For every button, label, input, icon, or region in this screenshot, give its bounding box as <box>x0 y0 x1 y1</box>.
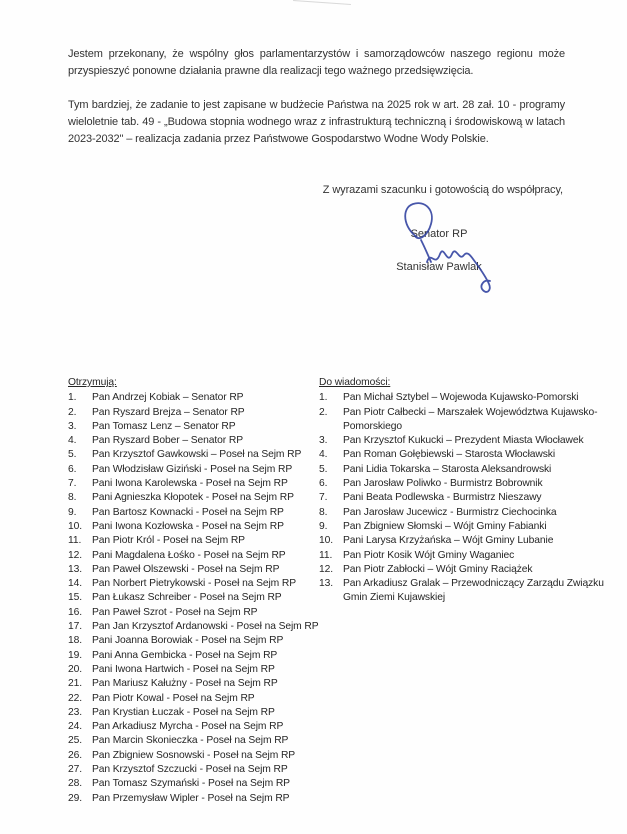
list-item <box>319 491 615 505</box>
item-text: Pan Tomasz Lenz – Senator RP <box>92 420 236 432</box>
item-number: 20. <box>68 663 83 675</box>
list-item <box>68 463 355 477</box>
handwritten-signature-image <box>385 200 535 320</box>
list-item <box>68 434 355 448</box>
list-item <box>319 563 615 577</box>
item-text: Pan Jan Krzysztof Ardanowski - Poseł na Sejm RP <box>92 621 319 633</box>
item-number: 3. <box>68 420 77 432</box>
list-item <box>68 406 355 420</box>
list-item <box>319 577 615 606</box>
item-number: 29. <box>68 792 83 804</box>
list-item <box>68 391 355 405</box>
item-text: Pani Magdalena Łośko - Poseł na Sejm RP <box>92 549 286 561</box>
item-number: 19. <box>68 649 83 661</box>
list-item <box>68 777 355 791</box>
list-item <box>319 434 615 448</box>
list-item <box>68 677 355 691</box>
list-item <box>68 763 355 777</box>
item-number: 27. <box>68 764 83 776</box>
cc-heading: Do wiadomości: <box>319 377 391 388</box>
letter-body <box>68 46 565 148</box>
item-text: Pan Piotr Zabłocki – Wójt Gminy Raciążek <box>343 563 533 575</box>
list-item <box>68 734 355 748</box>
list-item <box>68 491 355 505</box>
item-number: 10. <box>319 535 334 547</box>
item-number: 15. <box>68 592 83 604</box>
item-text: Pani Iwona Karolewska - Poseł na Sejm RP <box>92 478 288 490</box>
item-number: 6. <box>68 463 77 475</box>
list-item <box>319 506 615 520</box>
item-text: Pan Roman Gołębiewski – Starosta Włocławski <box>343 449 556 461</box>
list-item <box>319 477 615 491</box>
list-item <box>68 792 355 806</box>
item-text: Pani Anna Gembicka - Poseł na Sejm RP <box>92 649 278 661</box>
list-item <box>319 549 615 563</box>
item-text: Pan Łukasz Schreiber - Poseł na Sejm RP <box>92 592 282 604</box>
item-number: 28. <box>68 778 83 790</box>
list-item <box>68 706 355 720</box>
item-number: 24. <box>68 721 83 733</box>
item-number: 4. <box>68 435 77 447</box>
list-item <box>68 663 355 677</box>
list-item <box>68 620 355 634</box>
item-number: 12. <box>68 549 83 561</box>
item-text: Pan Przemysław Wipler - Poseł na Sejm RP <box>92 792 290 804</box>
list-item <box>68 606 355 620</box>
recipients-section <box>68 376 355 806</box>
item-number: 7. <box>68 478 77 490</box>
list-item <box>68 720 355 734</box>
list-item <box>319 406 615 435</box>
item-number: 2. <box>319 406 328 418</box>
item-number: 2. <box>68 406 77 418</box>
item-number: 12. <box>319 563 334 575</box>
item-number: 1. <box>68 392 77 404</box>
list-item <box>68 506 355 520</box>
list-item <box>319 520 615 534</box>
item-number: 26. <box>68 749 83 761</box>
item-text: Pan Ryszard Brejza – Senator RP <box>92 406 245 418</box>
item-text: Pan Norbert Pietrykowski - Poseł na Sejm RP <box>92 578 297 590</box>
signature-stroke <box>427 251 490 292</box>
item-text: Pani Lidia Tokarska – Starosta Aleksandrowski <box>343 463 552 475</box>
item-number: 1. <box>319 392 328 404</box>
paragraph-2: Tym bardziej, że zadanie to jest zapisane w budżecie Państwa na 2025 rok w art. 28 zał. 10 - programy wieloletnie tab. 49 - „Budowa stopnia wodnego wraz z infrastrukturą techniczną i środowiskową w latach 2023-2032" – realizacja zadania przez Państwowe Gospodarstwo Wodne Wody Polskie. <box>68 99 565 145</box>
scan-artifact <box>293 0 351 5</box>
recipients-heading: Otrzymują: <box>68 377 117 388</box>
item-text: Pani Iwona Hartwich - Poseł na Sejm RP <box>92 663 275 675</box>
list-item <box>68 420 355 434</box>
item-text: Pan Jarosław Poliwko - Burmistrz Bobrownik <box>343 478 543 490</box>
list-item <box>319 463 615 477</box>
list-item <box>319 448 615 462</box>
item-text: Pan Piotr Król - Poseł na Sejm RP <box>92 535 245 547</box>
item-text: Pani Agnieszka Kłopotek - Poseł na Sejm RP <box>92 492 294 504</box>
item-number: 14. <box>68 578 83 590</box>
item-number: 10. <box>68 520 83 532</box>
item-text: Pan Krystian Łuczak - Poseł na Sejm RP <box>92 706 275 718</box>
list-item <box>68 649 355 663</box>
list-item <box>68 591 355 605</box>
item-number: 4. <box>319 449 328 461</box>
list-item <box>319 534 615 548</box>
list-item <box>68 549 355 563</box>
item-number: 18. <box>68 635 83 647</box>
item-text: Pani Iwona Kozłowska - Poseł na Sejm RP <box>92 520 284 532</box>
list-item <box>68 692 355 706</box>
item-text: Pan Krzysztof Gawkowski – Poseł na Sejm RP <box>92 449 302 461</box>
item-text: Pan Paweł Szrot - Poseł na Sejm RP <box>92 606 258 618</box>
list-item <box>68 563 355 577</box>
list-item <box>68 477 355 491</box>
list-item <box>319 391 615 405</box>
signer-title: Senator RP <box>410 228 468 240</box>
item-number: 9. <box>68 506 77 518</box>
item-text: Pan Andrzej Kobiak – Senator RP <box>92 392 244 404</box>
item-text: Pan Ryszard Bober – Senator RP <box>92 435 243 447</box>
item-text: Pan Michał Sztybel – Wojewoda Kujawsko-Pomorski <box>343 392 579 404</box>
item-text: Pan Zbigniew Słomski – Wójt Gminy Fabianki <box>343 520 547 532</box>
list-item <box>68 634 355 648</box>
paragraph-1: Jestem przekonany, że wspólny głos parlamentarzystów i samorządowców naszego regionu może przyspieszyć ponowne działania prawne dla realizacji tego ważnego przedsięwzięcia. <box>68 48 565 77</box>
signature-stroke <box>405 203 432 238</box>
item-number: 23. <box>68 706 83 718</box>
item-text: Pan Paweł Olszewski - Poseł na Sejm RP <box>92 563 280 575</box>
item-number: 17. <box>68 621 83 633</box>
item-text: Pan Piotr Kosik Wójt Gminy Waganiec <box>343 549 515 561</box>
item-text: Pan Arkadiusz Myrcha - Poseł na Sejm RP <box>92 721 284 733</box>
item-text: Pan Włodzisław Giziński - Poseł na Sejm RP <box>92 463 293 475</box>
item-number: 22. <box>68 692 83 704</box>
item-number: 6. <box>319 478 328 490</box>
item-text: Pan Mariusz Kałużny - Poseł na Sejm RP <box>92 678 278 690</box>
closing-line: Z wyrazami szacunku i gotowością do współpracy, <box>322 184 563 196</box>
list-item <box>68 749 355 763</box>
item-number: 25. <box>68 735 83 747</box>
item-number: 8. <box>319 506 328 518</box>
recipients-list <box>68 391 355 806</box>
item-text: Pan Piotr Całbecki – Marszałek Województwa Kujawsko-Pomorskiego <box>343 406 598 432</box>
item-number: 3. <box>319 435 328 447</box>
item-number: 21. <box>68 678 83 690</box>
item-number: 16. <box>68 606 83 618</box>
item-text: Pani Larysa Krzyżańska – Wójt Gminy Lubanie <box>343 535 554 547</box>
item-text: Pan Zbigniew Sosnowski - Poseł na Sejm RP <box>92 749 296 761</box>
item-text: Pan Tomasz Szymański - Poseł na Sejm RP <box>92 778 290 790</box>
item-text: Pan Bartosz Kownacki - Poseł na Sejm RP <box>92 506 284 518</box>
cc-section <box>319 376 615 606</box>
item-text: Pan Jarosław Jucewicz - Burmistrz Ciechocinka <box>343 506 557 518</box>
item-number: 13. <box>68 563 83 575</box>
item-text: Pan Piotr Kowal - Poseł na Sejm RP <box>92 692 255 704</box>
item-number: 11. <box>319 549 333 561</box>
item-text: Pan Arkadiusz Gralak – Przewodniczący Zarządu Związku Gmin Ziemi Kujawskiej <box>343 578 604 604</box>
cc-list <box>319 391 615 605</box>
list-item <box>68 520 355 534</box>
list-item <box>68 534 355 548</box>
item-number: 8. <box>68 492 77 504</box>
item-text: Pani Joanna Borowiak - Poseł na Sejm RP <box>92 635 284 647</box>
item-number: 11. <box>68 535 82 547</box>
item-number: 7. <box>319 492 328 504</box>
item-text: Pan Krzysztof Kukucki – Prezydent Miasta Włocławek <box>343 435 584 447</box>
item-text: Pan Marcin Skonieczka - Poseł na Sejm RP <box>92 735 289 747</box>
item-number: 9. <box>319 520 328 532</box>
list-item <box>68 577 355 591</box>
item-text: Pan Krzysztof Szczucki - Poseł na Sejm RP <box>92 764 288 776</box>
item-text: Pani Beata Podlewska - Burmistrz Nieszawy <box>343 492 542 504</box>
list-item <box>68 448 355 462</box>
item-number: 5. <box>68 449 77 461</box>
signer-name: Stanisław Pawlak <box>396 261 482 273</box>
item-number: 5. <box>319 463 328 475</box>
item-number: 13. <box>319 578 334 590</box>
